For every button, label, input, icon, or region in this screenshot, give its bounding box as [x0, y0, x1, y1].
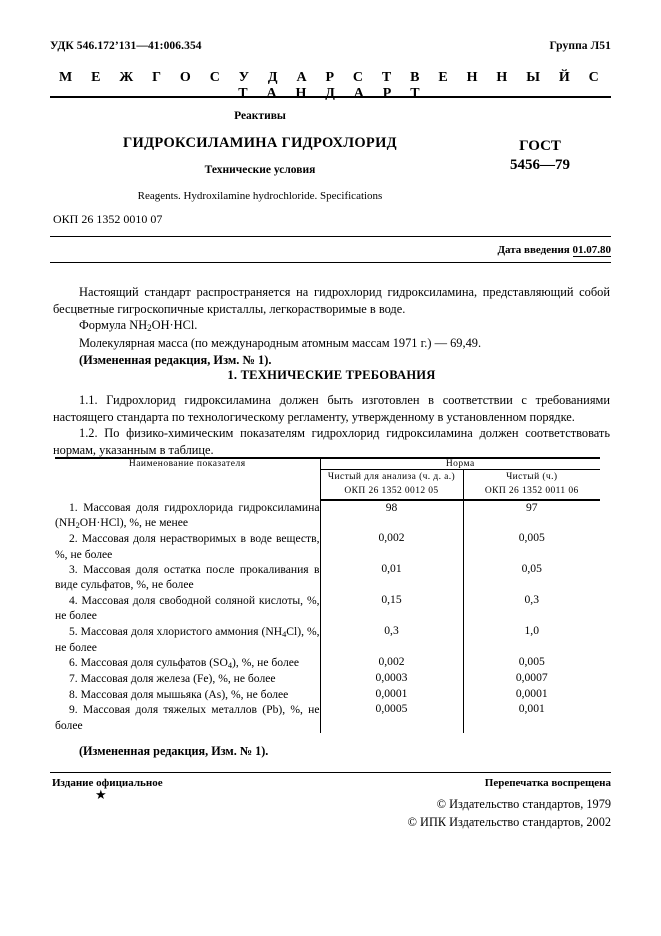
cell-indicator — [55, 593, 320, 624]
cell-indicator — [55, 500, 320, 532]
copyright-line-1: © Издательство стандартов, 1979 — [436, 797, 611, 811]
intro-divider-top — [50, 236, 611, 237]
cell-value-pure: 97 — [525, 500, 538, 514]
cell-value-pure-analysis: 0,0001 — [320, 687, 463, 702]
cell-value-pure-analysis: 98 — [320, 500, 463, 532]
gost-label: ГОСТ — [519, 138, 561, 154]
specification-table-wrapper — [55, 457, 600, 733]
table-row — [55, 702, 600, 733]
cell-indicator — [55, 655, 320, 671]
star-icon: ★ — [95, 787, 107, 802]
indicator-text-tail: Cl), %, не более — [55, 624, 320, 654]
indicator-text: 3. Массовая доля остатка после прокаливания в виде сульфатов, %, не более — [55, 562, 320, 592]
gost-designation — [470, 137, 610, 175]
intro-paragraph-scope: Настоящий стандарт распространяется на гидрохлорид гидроксиламина, представляющий собой бесцветные гигроскопичные кристаллы, легкорастворимые в воде. — [53, 285, 610, 316]
introduction-date — [497, 244, 611, 256]
cell-value-pure-analysis: 0,3 — [320, 624, 463, 656]
column-header-norma: Норма — [320, 458, 600, 470]
specification-table — [55, 457, 600, 733]
formula-subscript: 2 — [147, 323, 152, 334]
cell-value-pure: 0,0007 — [515, 671, 548, 685]
table-row — [55, 531, 600, 562]
cell-value-pure: 0,005 — [518, 531, 545, 545]
page-header-row — [50, 40, 611, 52]
footer-official-edition: Издание официальное — [52, 777, 163, 789]
indicator-text: 8. Массовая доля мышьяка (As), %, не более — [69, 687, 289, 701]
intro-text-block — [53, 284, 610, 369]
footer-reprint-prohibited: Перепечатка воспрещена — [484, 777, 611, 789]
standard-kind-title: М Е Ж Г О С У Д А Р С Т В Е Н Н Ы Й С Т А Н Д А Р Т — [59, 70, 602, 101]
indicator-text: 4. Массовая доля свободной соляной кислоты, %, не более — [55, 593, 320, 623]
cell-value-pure-analysis: 0,0005 — [320, 702, 463, 733]
indicator-text: 6. Массовая доля сульфатов (SO — [69, 656, 228, 670]
indicator-text: 1. Массовая доля гидрохлорида гидроксиламина (NH — [55, 500, 320, 529]
group-code: Группа Л51 — [549, 40, 611, 52]
cell-indicator — [55, 671, 320, 686]
standard-subtitle: Технические условия — [204, 164, 316, 176]
intro-paragraph-formula — [53, 317, 610, 335]
cell-indicator — [55, 624, 320, 656]
clauses-block — [53, 392, 610, 458]
cell-value-pure-analysis: 0,0003 — [320, 671, 463, 686]
standard-name: ГИДРОКСИЛАМИНА ГИДРОХЛОРИД — [123, 135, 397, 151]
udk-code: УДК 546.172’131—41:006.354 — [50, 40, 202, 52]
table-body — [55, 500, 600, 733]
indicator-text: 9. Массовая доля тяжелых металлов (Pb), %, не более — [55, 703, 320, 732]
intro-revision-note: (Измененная редакция, Изм. № 1). — [79, 353, 272, 367]
introduction-date-label: Дата введения — [497, 244, 570, 256]
cell-value-pure: 1,0 — [524, 623, 539, 637]
cell-indicator — [55, 687, 320, 702]
cell-value-pure: 0,3 — [524, 592, 539, 606]
intro-paragraph-molar-mass: Молекулярная масса (по международным атомным массам 1971 г.) — 69,49. — [79, 336, 482, 351]
clause-1-1: 1.1. Гидрохлорид гидроксиламина должен быть изготовлен в соответствии с требованиями настоящего стандарта по технологическому регламенту, утвержденному в установленном порядке. — [53, 393, 610, 424]
cell-value-pure: 0,05 — [521, 561, 542, 575]
table-row — [55, 500, 600, 532]
formula-prefix: Формула NH — [79, 318, 148, 333]
grade-pure-analysis-okp: ОКП 26 1352 0012 05 — [344, 486, 439, 497]
introduction-date-value: 01.07.80 — [572, 244, 611, 256]
table-row — [55, 624, 600, 656]
grade-pure-analysis-label: Чистый для анализа (ч. д. а.) — [327, 472, 456, 482]
table-row — [55, 562, 600, 593]
table-row — [55, 671, 600, 686]
indicator-text-tail: ), %, не более — [232, 656, 300, 670]
cell-value-pure: 0,0001 — [515, 686, 548, 700]
indicator-text: 5. Массовая доля хлористого аммония (NH — [69, 624, 283, 638]
indicator-text: 2. Массовая доля нерастворимых в воде веществ, %, не более — [55, 532, 320, 561]
cell-indicator — [55, 562, 320, 593]
cell-indicator — [55, 702, 320, 733]
indicator-text: 7. Массовая доля железа (Fe), %, не более — [69, 672, 276, 686]
grade-pure-label: Чистый (ч.) — [506, 472, 558, 482]
cell-value-pure: 0,001 — [518, 702, 545, 716]
column-header-indicator: Наименование показателя — [55, 458, 320, 500]
table-revision-note: (Измененная редакция, Изм. № 1). — [79, 744, 269, 758]
grade-pure-okp: ОКП 26 1352 0011 06 — [484, 486, 579, 497]
okp-code: ОКП 26 1352 0010 07 — [53, 212, 163, 226]
indicator-text-tail: OH·HCl), %, не менее — [79, 515, 189, 529]
table-head — [55, 458, 600, 500]
header-divider — [50, 96, 611, 98]
footer-divider — [50, 772, 611, 773]
cell-value-pure: 0,005 — [518, 655, 545, 669]
footer-copyright-block — [408, 795, 611, 832]
cell-value-pure-analysis: 0,01 — [320, 562, 463, 593]
cell-indicator — [55, 531, 320, 562]
indicator-subscript: 2 — [75, 520, 80, 530]
section-heading-technical-requirements: 1. ТЕХНИЧЕСКИЕ ТРЕБОВАНИЯ — [227, 368, 436, 382]
cell-value-pure-analysis: 0,002 — [320, 655, 463, 671]
column-header-grade-pure-analysis — [320, 470, 463, 500]
cell-value-pure-analysis: 0,002 — [320, 531, 463, 562]
gost-number: 5456—79 — [510, 156, 570, 173]
clause-1-2: 1.2. По физико-химическим показателям гидрохлорид гидроксиламина должен соответствовать нормам, указанным в таблице. — [53, 426, 610, 457]
reagent-category: Реактивы — [234, 110, 286, 122]
column-header-grade-pure — [463, 470, 600, 500]
table-row — [55, 687, 600, 702]
intro-divider-bottom — [50, 262, 611, 263]
cell-value-pure-analysis: 0,15 — [320, 593, 463, 624]
table-row — [55, 593, 600, 624]
table-header-row-norma — [55, 458, 600, 470]
table-row — [55, 655, 600, 671]
indicator-subscript: 4 — [227, 661, 233, 671]
formula-suffix: OH·HCl. — [151, 318, 198, 333]
indicator-subscript: 4 — [282, 629, 287, 639]
standard-name-english: Reagents. Hydroxilamine hydrochloride. Specifications — [137, 190, 383, 202]
copyright-line-2: © ИПК Издательство стандартов, 2002 — [407, 815, 611, 830]
